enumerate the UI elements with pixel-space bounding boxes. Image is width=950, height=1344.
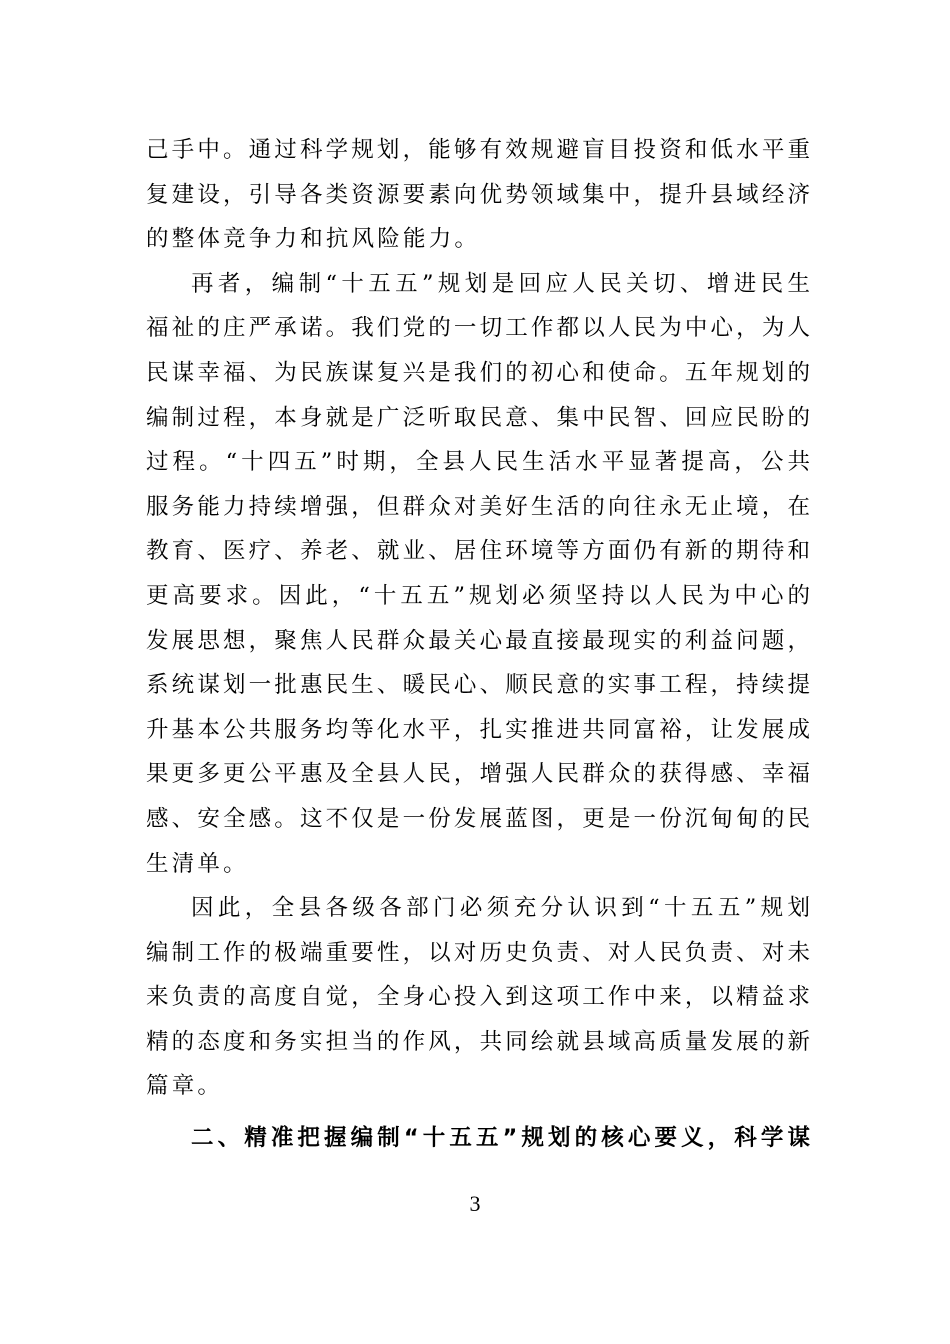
paragraph-line: 来负责的高度自觉，全身心投入到这项工作中来，以精益求 (146, 984, 810, 1011)
paragraph-line: 感、安全感。这不仅是一份发展蓝图，更是一份沉甸甸的民 (146, 805, 810, 832)
paragraph-line: 复建设，引导各类资源要素向优势领域集中，提升县域经济 (146, 181, 810, 208)
paragraph-line: 生清单。 (146, 850, 249, 877)
paragraph-line: 系统谋划一批惠民生、暖民心、顺民意的实事工程，持续提 (146, 672, 810, 699)
paragraph-line: 福祉的庄严承诺。我们党的一切工作都以人民为中心，为人 (146, 315, 810, 342)
paragraph-line: 升基本公共服务均等化水平，扎实推进共同富裕，让发展成 (146, 716, 810, 743)
body-text (146, 128, 810, 1109)
paragraph-line: 的整体竞争力和抗风险能力。 (146, 226, 481, 253)
paragraph-line: 编制工作的极端重要性，以对历史负责、对人民负责、对未 (146, 939, 810, 966)
section-heading: 二、精准把握编制“十五五”规划的核心要义，科学谋 (191, 1125, 810, 1151)
paragraph-line: 篇章。 (146, 1073, 224, 1100)
paragraph-line: 民谋幸福、为民族谋复兴是我们的初心和使命。五年规划的 (146, 359, 810, 386)
paragraph-line: 己手中。通过科学规划，能够有效规避盲目投资和低水平重 (146, 137, 810, 163)
paragraph-line: 精的态度和务实担当的作风，共同绘就县域高质量发展的新 (146, 1028, 810, 1055)
paragraph-line: 编制过程，本身就是广泛听取民意、集中民智、回应民盼的 (146, 404, 810, 431)
paragraph-line: 再者，编制“十五五”规划是回应人民关切、增进民生 (191, 270, 810, 297)
paragraph-line: 教育、医疗、养老、就业、居住环境等方面仍有新的期待和 (146, 538, 810, 565)
paragraph-line: 发展思想，聚焦人民群众最关心最直接最现实的利益问题， (146, 627, 810, 654)
paragraph-line: 更高要求。因此，“十五五”规划必须坚持以人民为中心的 (146, 582, 810, 609)
page-number: 3 (469, 1191, 481, 1216)
paragraph-line: 服务能力持续增强，但群众对美好生活的向往永无止境，在 (146, 493, 810, 520)
paragraph-line: 过程。“十四五”时期，全县人民生活水平显著提高，公共 (146, 449, 810, 476)
paragraph-line: 果更多更公平惠及全县人民，增强人民群众的获得感、幸福 (146, 761, 810, 788)
paragraph-line: 因此，全县各级各部门必须充分认识到“十五五”规划 (191, 895, 810, 922)
